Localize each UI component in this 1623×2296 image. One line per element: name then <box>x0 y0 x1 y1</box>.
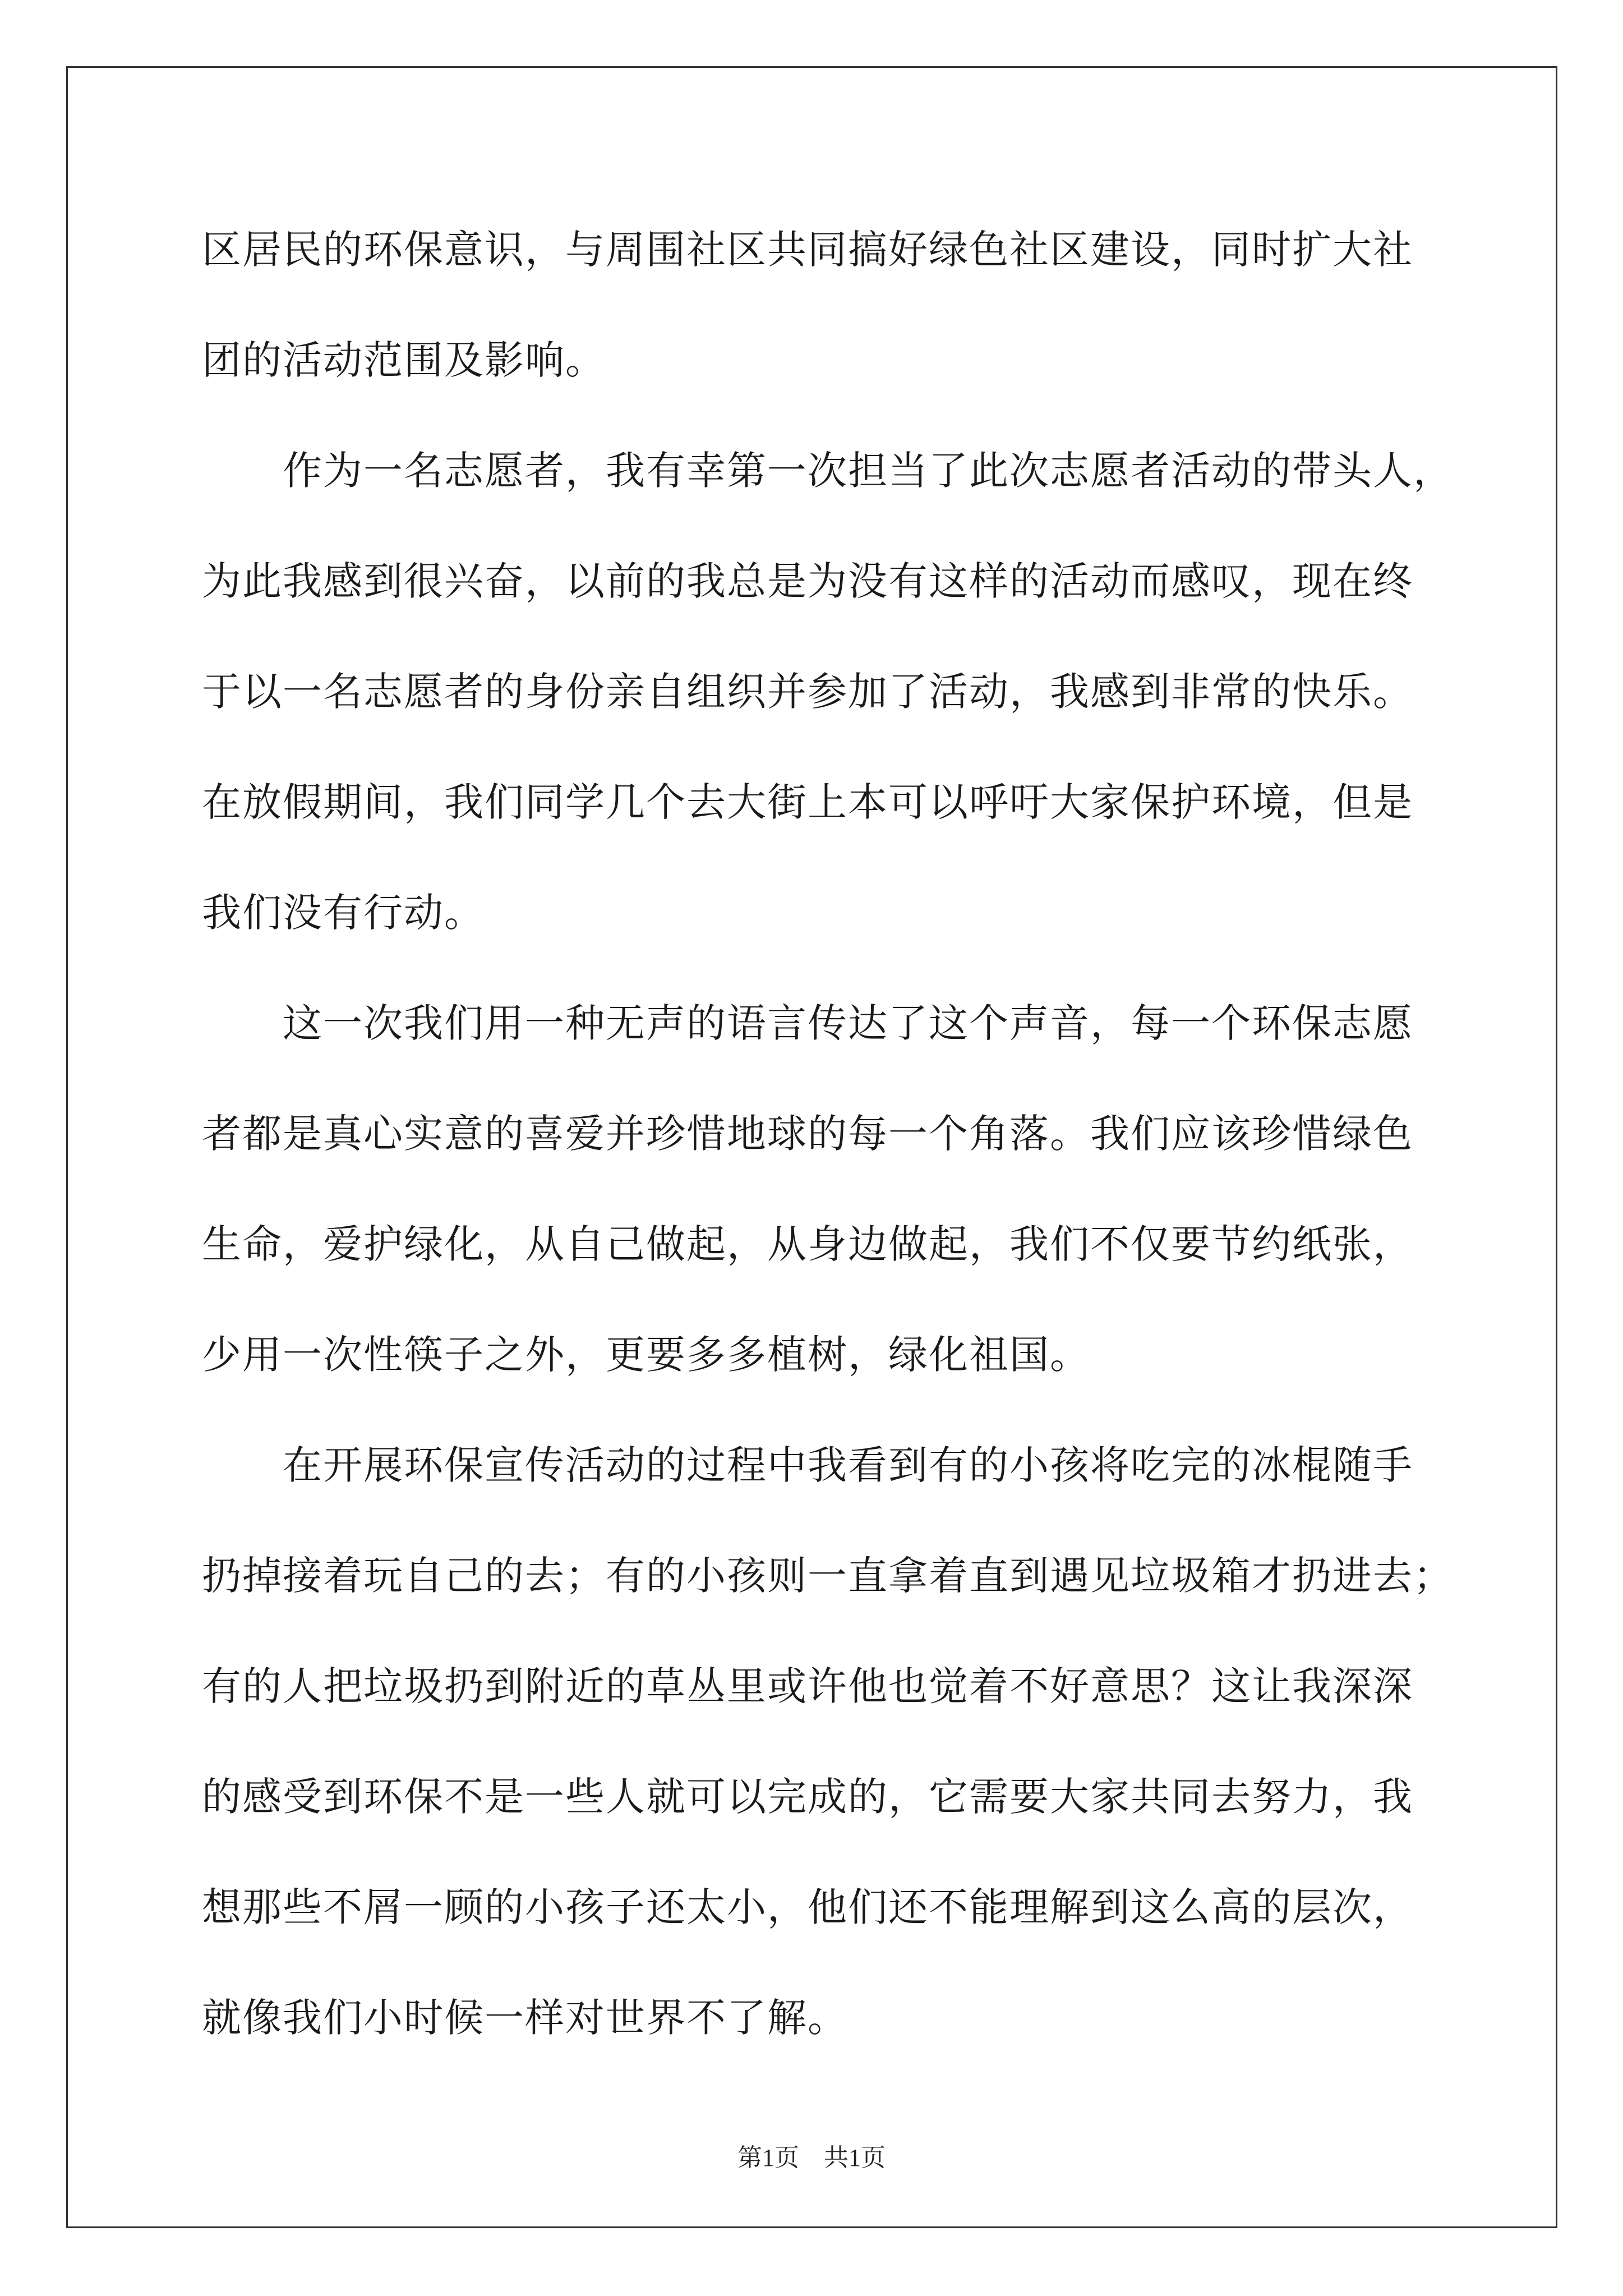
text-line: 在开展环保宣传活动的过程中我看到有的小孩将吃完的冰棍随手 <box>283 1442 1413 1488</box>
page-footer <box>0 2137 1623 2173</box>
text-line: 的感受到环保不是一些人就可以完成的，它需要大家共同去努力，我 <box>202 1774 1413 1820</box>
page-number: 第1页 <box>737 2144 799 2171</box>
text-line: 者都是真心实意的喜爱并珍惜地球的每一个角落。我们应该珍惜绿色 <box>202 1111 1413 1157</box>
text-line: 这一次我们用一种无声的语言传达了这个声音，每一个环保志愿 <box>283 1000 1413 1046</box>
text-line: 生命，爱护绿化，从自己做起，从身边做起，我们不仅要节约纸张， <box>202 1221 1413 1267</box>
text-line: 在放假期间，我们同学几个去大街上本可以呼吁大家保护环境，但是 <box>202 779 1413 825</box>
text-line: 少用一次性筷子之外，更要多多植树，绿化祖国。 <box>202 1332 1090 1378</box>
text-line: 扔掉接着玩自己的去；有的小孩则一直拿着直到遇见垃圾箱才扔进去； <box>202 1553 1454 1599</box>
page-total: 共1页 <box>824 2144 886 2171</box>
document-body <box>202 222 1454 2100</box>
text-line: 就像我们小时候一样对世界不了解。 <box>202 1995 848 2041</box>
text-line: 想那些不屑一顾的小孩子还太小，他们还不能理解到这么高的层次， <box>202 1884 1413 1930</box>
text-line: 有的人把垃圾扔到附近的草丛里或许他也觉着不好意思？这让我深深 <box>202 1663 1413 1709</box>
text-line: 作为一名志愿者，我有幸第一次担当了此次志愿者活动的带头人， <box>283 448 1454 494</box>
text-line: 区居民的环保意识，与周围社区共同搞好绿色社区建设，同时扩大社 <box>202 227 1413 273</box>
text-line: 为此我感到很兴奋，以前的我总是为没有这样的活动而感叹，现在终 <box>202 558 1413 604</box>
text-line: 团的活动范围及影响。 <box>202 337 606 383</box>
text-line: 我们没有行动。 <box>202 890 485 936</box>
text-line: 于以一名志愿者的身份亲自组织并参加了活动，我感到非常的快乐。 <box>202 669 1413 715</box>
